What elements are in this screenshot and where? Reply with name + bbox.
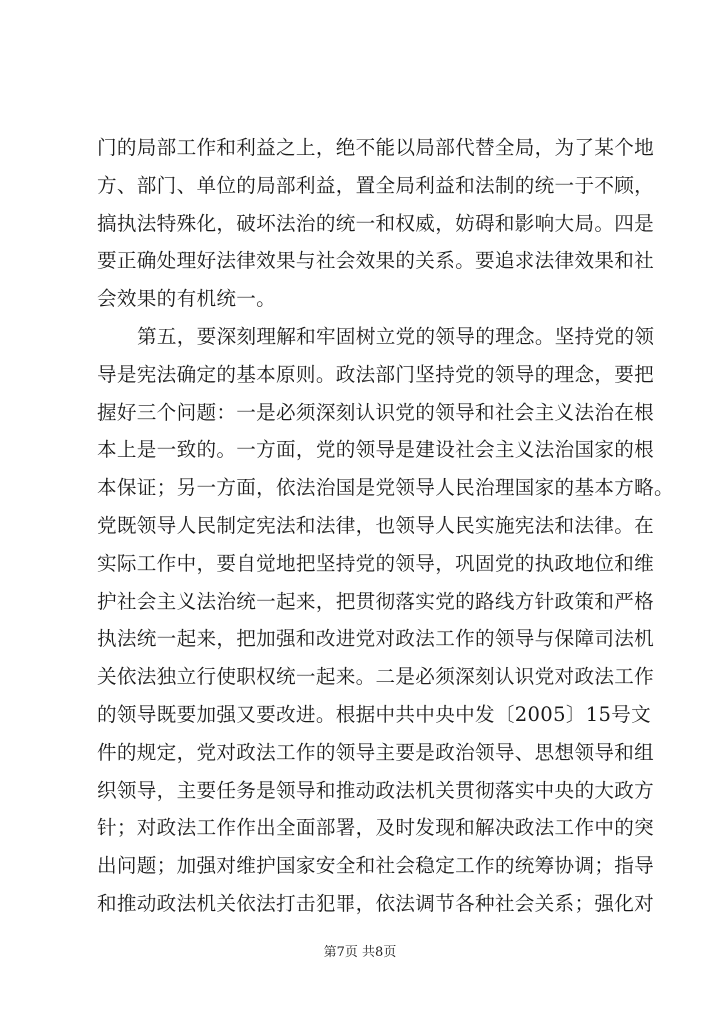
text-line-4: 要正确处理好法律效果与社会效果的关系。要追求法律效果和社 <box>97 249 655 273</box>
page-footer <box>0 941 720 960</box>
text-line-7: 导是宪法确定的基本原则。政法部门坚持党的领导的理念，要把 <box>97 362 655 386</box>
text-line-6: 第五，要深刻理解和牢固树立党的领导的理念。坚持党的领 <box>137 324 655 348</box>
text-line-5: 会效果的有机统一。 <box>97 287 277 311</box>
text-line-2: 方、部门、单位的局部利益，置全局利益和法制的统一于不顾， <box>97 173 655 197</box>
body-text <box>97 129 674 923</box>
text-line-16: 的领导既要加强又要改进。根据中共中央中发〔2005〕15号文 <box>97 702 652 726</box>
text-line-10: 本保证；另一方面，依法治国是党领导人民治理国家的基本方略。 <box>97 476 674 500</box>
text-line-21: 和推动政法机关依法打击犯罪，依法调节各种社会关系；强化对 <box>97 891 655 915</box>
text-line-15: 关依法独立行使职权统一起来。二是必须深刻认识党对政法工作 <box>97 665 655 689</box>
text-line-13: 护社会主义法治统一起来，把贯彻落实党的路线方针政策和严格 <box>97 589 655 613</box>
page-number-text: 第7页 共8页 <box>323 945 397 960</box>
text-line-12: 实际工作中，要自觉地把坚持党的领导，巩固党的执政地位和维 <box>97 551 655 575</box>
text-line-11: 党既领导人民制定宪法和法律，也领导人民实施宪法和法律。在 <box>97 513 655 537</box>
text-line-18: 织领导，主要任务是领导和推动政法机关贯彻落实中央的大政方 <box>97 778 655 802</box>
text-line-20: 出问题；加强对维护国家安全和社会稳定工作的统筹协调；指导 <box>97 854 655 878</box>
text-line-1: 门的局部工作和利益之上，绝不能以局部代替全局，为了某个地 <box>97 136 655 159</box>
text-line-3: 搞执法特殊化，破坏法治的统一和权威，妨碍和影响大局。四是 <box>97 211 655 235</box>
text-line-17: 件的规定，党对政法工作的领导主要是政治领导、思想领导和组 <box>97 740 655 764</box>
text-line-9: 本上是一致的。一方面，党的领导是建设社会主义法治国家的根 <box>97 438 655 462</box>
text-line-8: 握好三个问题：一是必须深刻认识党的领导和社会主义法治在根 <box>97 400 655 424</box>
text-line-19: 针；对政法工作作出全面部署，及时发现和解决政法工作中的突 <box>97 816 655 840</box>
text-line-14: 执法统一起来，把加强和改进党对政法工作的领导与保障司法机 <box>97 627 655 651</box>
